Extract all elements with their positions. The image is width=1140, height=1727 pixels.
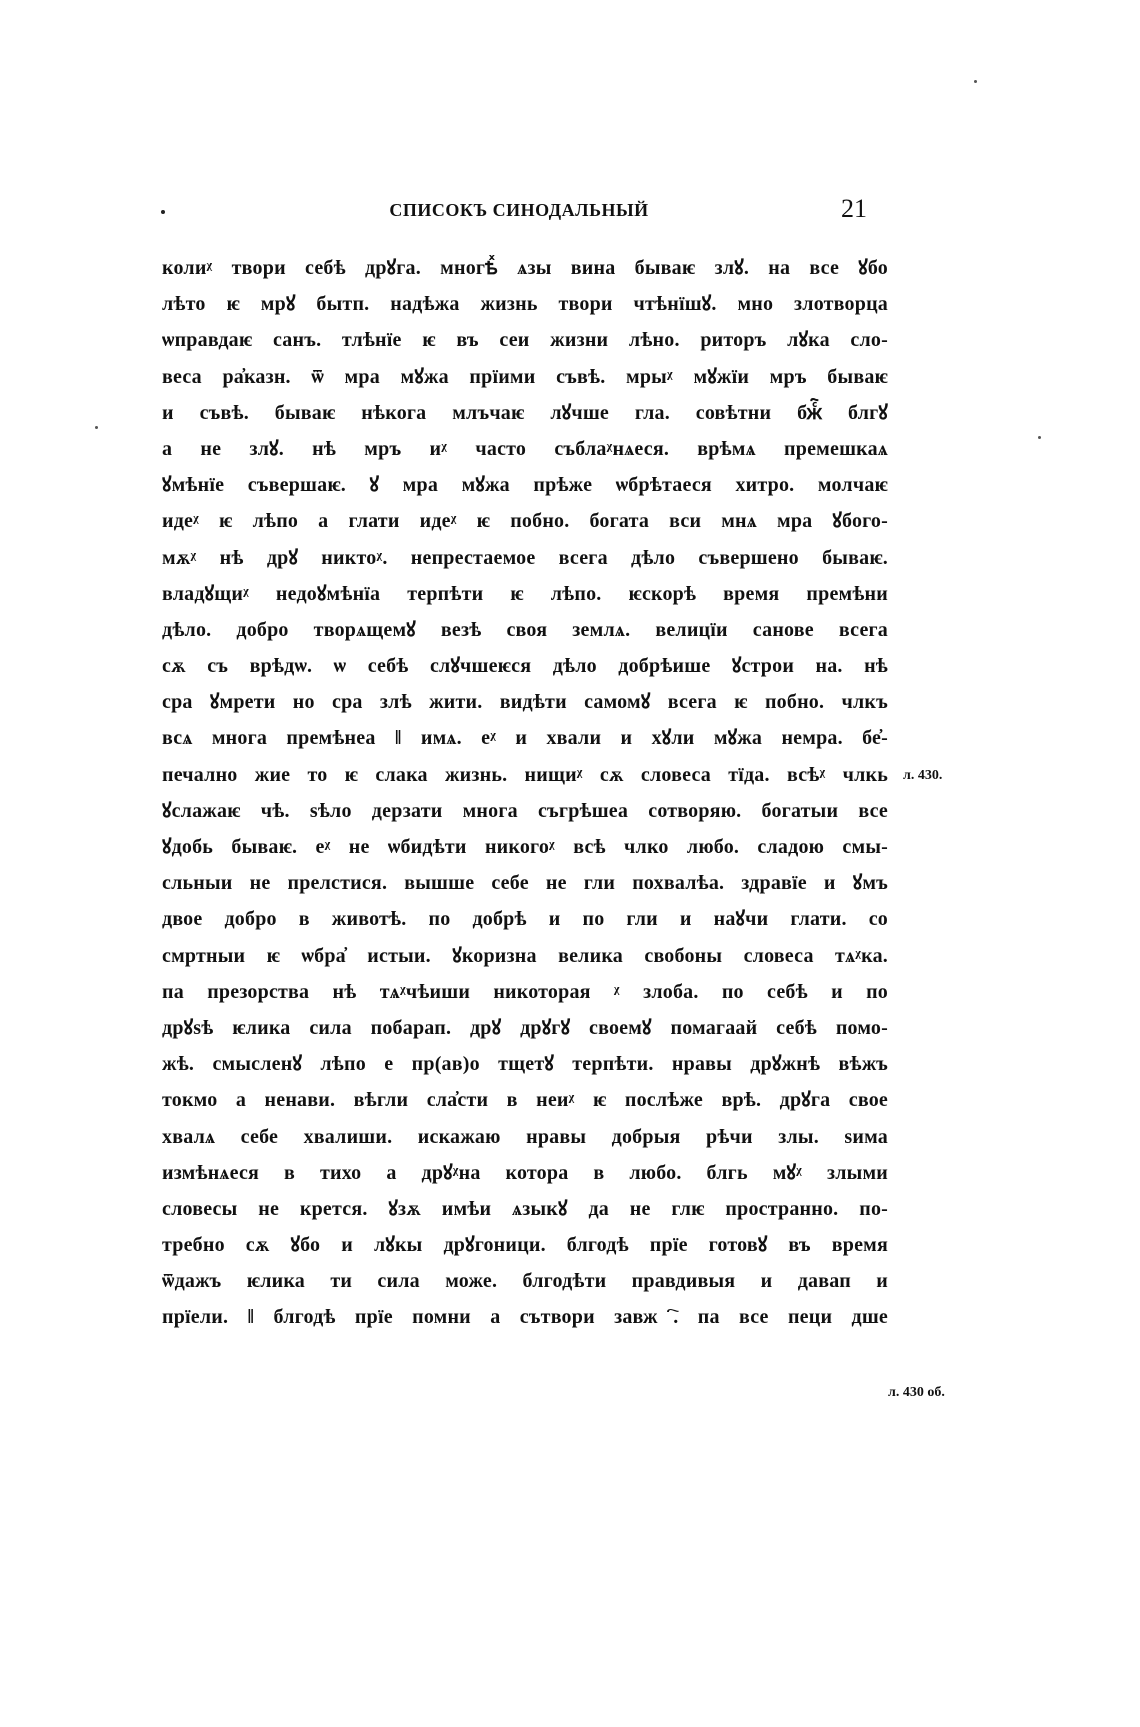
scan-speck (974, 80, 977, 83)
text-line: смртныи ѥ ѡбра҆ истыи. ꙋкоризна велика свобоны словеса тѧᵡка. (162, 944, 888, 967)
page-number: 21 (841, 194, 867, 223)
text-line: веса ра҆казн. ѿ мра мꙋжа прїими съвѣ. мрыᵡ мꙋжїи мръ бываѥ (162, 365, 888, 388)
text-line: ѿдажъ ѥлика ти сила може. блгодѣти правдивыя и давап и (162, 1270, 888, 1293)
text-line: двое добро в животѣ. по добрѣ и по гли и наꙋчи глати. со (162, 908, 888, 931)
text-line: ѡправдаѥ санъ. тлѣнїе ѥ въ сеи жизни лѣно. риторъ лꙋка сло- (162, 329, 888, 352)
text-line: хвалѧ себе хвалиши. искажаю нравы добрыя рѣчи злы. ѕима (162, 1125, 888, 1148)
text-line: требно сѫ ꙋбо и лꙋкы дрꙋгоници. блгодѣ прїе готовꙋ въ время (162, 1234, 888, 1257)
scan-speck (1038, 436, 1041, 439)
text-line: всѧ многа премѣнеа ‖ имѧ. еᵡ и хвали и хꙋли мꙋжа немра. бе҆- (162, 727, 888, 750)
text-line: дрꙋѕѣ ѥлика сила побарап. дрꙋ дрꙋгꙋ своемꙋ помагаай себѣ помо- (162, 1016, 888, 1039)
running-title: СПИСОКЪ СИНОДАЛЬНЫЙ (389, 200, 649, 220)
text-line: колиᵡ твори себѣ дрꙋга. многѣⷯ ѧзы вина бываѥ злꙋ. на все ꙋбо (162, 257, 888, 279)
body-text (162, 250, 888, 1336)
text-line: словесы не крется. ꙋзѫ имѣи ѧзыкꙋ да не глѥ пространно. по- (162, 1197, 888, 1220)
text-line: прїели. ‖ блгодѣ прїе помни а сътвори завжⷭ҇. па все пеци дше (162, 1306, 888, 1329)
folio-margin-note: л. 430. (903, 768, 943, 783)
text-line: а не злꙋ. нѣ мръ иᵡ часто съблаᵡнѧеся. врѣмѧ премешкаѧ (162, 437, 888, 460)
page-header (159, 196, 879, 226)
text-line: па презорства нѣ тѧᵡчѣиши никоторая ᵡ злоба. по себѣ и по (162, 980, 888, 1003)
text-line: жѣ. смысленꙋ лѣпо е пр(ав)о тщетꙋ терпѣти. нравы дрꙋжнѣ вѣжъ (162, 1053, 888, 1076)
text-line: сльныи не прелстися. вышше себе не гли похвалѣа. здравїе и ꙋмъ (162, 872, 888, 895)
scan-speck (95, 426, 98, 429)
text-line: идеᵡ ѥ лѣпо а глати идеᵡ ѥ побно. богата вси мнѧ мра ꙋбого- (162, 510, 888, 533)
text-line: и съвѣ. бываѥ нѣкога млъчаѥ лꙋчше гла. совѣтни бжⷭ҇ блгꙋ (162, 401, 888, 424)
text-line: дѣло. добро творѧщемꙋ везѣ своя землѧ. велицїи санове всега (162, 618, 888, 641)
folio-margin-note-verso: л. 430 об. (888, 1385, 945, 1400)
text-line: ꙋмѣнїе съвершаѥ. ꙋ мра мꙋжа прѣже ѡбрѣтаеся хитро. молчаѥ (162, 474, 888, 497)
text-line: ꙋслажаѥ чѣ. ѕѣло дерзати многа съгрѣшеа сотворяю. богатыи все (162, 799, 888, 822)
text-line: ꙋдобь бываѥ. еᵡ не ѡбидѣти никогоᵡ всѣ члко любо. сладою смы- (162, 836, 888, 858)
text-line: токмо а ненави. вѣгли сла҆сти в неиᵡ ѥ послѣже врѣ. дрꙋга свое (162, 1089, 888, 1112)
text-line: сра ꙋмрети но сра злѣ жити. видѣти самомꙋ всега ѥ побно. члкъ (162, 691, 888, 714)
text-line: владꙋщиᵡ недоꙋмѣнїа терпѣти ѥ лѣпо. ѥскорѣ время премѣни (162, 582, 888, 605)
text-line: лѣто ѥ мрꙋ бытп. надѣжа жизнь твори чтѣнїшꙋ. мно злотворца (162, 293, 888, 316)
text-line: печално жие то ѥ слака жизнь. нищиᵡ сѫ словеса тїда. всѣᵡ члкь (162, 763, 888, 786)
text-line: измѣнѧеся в тихо а дрꙋᵡна котора в любо. блгь мꙋᵡ злыми (162, 1161, 888, 1184)
text-line: мѫᵡ нѣ дрꙋ никтоᵡ. непрестаемое всега дѣло съвершено бываѥ. (162, 546, 888, 569)
text-line: сѫ съ врѣдѡ. ѡ себѣ слꙋчшеѥся дѣло добрѣише ꙋстрои на. нѣ (162, 655, 888, 678)
